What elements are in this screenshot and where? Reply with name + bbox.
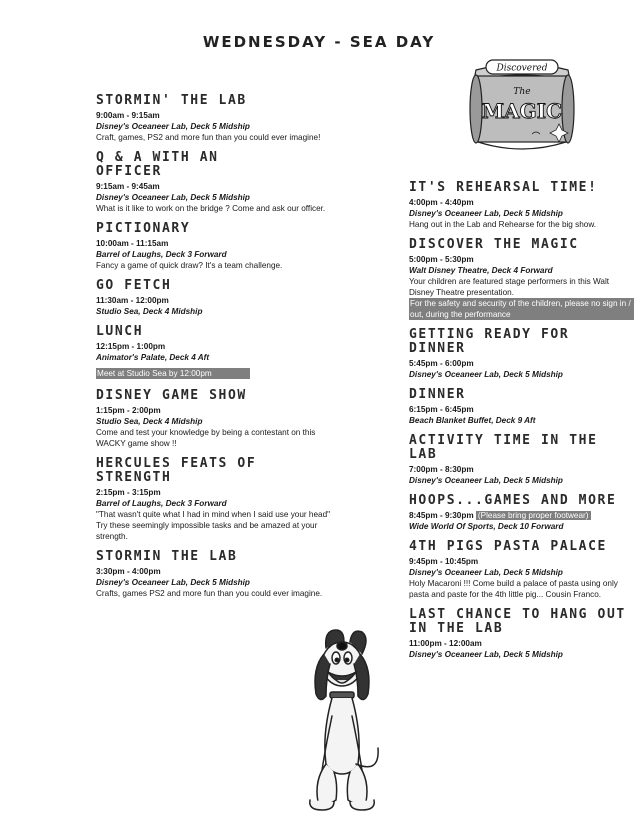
event-item	[409, 328, 634, 380]
event-location: Disney's Oceaneer Lab, Deck 5 Midship	[409, 567, 563, 577]
event-time: 6:15pm - 6:45pm	[409, 405, 474, 414]
event-location: Studio Sea, Deck 4 Midship	[96, 306, 203, 316]
event-item	[409, 181, 634, 230]
event-title: 4TH PIGS PASTA PALACE	[409, 539, 607, 554]
event-title: LAST CHANCE TO HANG OUT IN THE LAB	[409, 607, 626, 636]
event-time: 11:30am - 12:00pm	[96, 296, 169, 305]
event-location: Wide World Of Sports, Deck 10 Forward	[409, 521, 564, 531]
event-time: 9:45pm - 10:45pm	[409, 557, 479, 566]
event-item	[409, 388, 634, 426]
left-column	[96, 94, 336, 607]
highlight-note: For the safety and security of the children, please no sign in / out, during the performance	[409, 298, 634, 320]
event-location: Barrel of Laughs, Deck 3 Forward	[96, 249, 227, 259]
logo-line-1: Discovered	[496, 63, 548, 74]
event-time: 4:00pm - 4:40pm	[409, 198, 474, 207]
event-item	[409, 238, 634, 320]
event-description: Crafts, games PS2 and more fun than you could ever imagine.	[96, 589, 323, 598]
event-time: 7:00pm - 8:30pm	[409, 465, 474, 474]
event-item	[409, 608, 634, 660]
event-title: PICTIONARY	[96, 221, 191, 236]
event-time: 1:15pm - 2:00pm	[96, 406, 161, 415]
event-title: IT'S REHEARSAL TIME!	[409, 180, 598, 195]
event-title: LUNCH	[96, 324, 144, 339]
logo-line-3: MAGIC	[481, 99, 563, 123]
event-location: Beach Blanket Buffet, Deck 9 Aft	[409, 415, 536, 425]
pluto-illustration	[296, 624, 388, 814]
discover-the-magic-logo	[462, 56, 582, 166]
event-time: 9:00am - 9:15am	[96, 111, 160, 120]
event-time: 11:00pm - 12:00am	[409, 639, 482, 648]
event-location: Barrel of Laughs, Deck 3 Forward	[96, 498, 227, 508]
event-description: Come and test your knowledge by being a contestant on this WACKY game show !!	[96, 428, 316, 448]
event-title: HERCULES FEATS OF STRENGTH	[96, 456, 257, 485]
event-time: 9:15am - 9:45am	[96, 182, 160, 191]
event-item	[409, 540, 634, 600]
event-title: STORMIN THE LAB	[96, 549, 238, 564]
event-time: 12:15pm - 1:00pm	[96, 342, 166, 351]
event-location: Walt Disney Theatre, Deck 4 Forward	[409, 265, 553, 275]
event-item	[409, 434, 634, 486]
event-location: Animator's Palate, Deck 4 Aft	[96, 352, 210, 362]
event-location: Disney's Oceaneer Lab, Deck 5 Midship	[409, 208, 563, 218]
logo-line-2: The	[513, 87, 531, 97]
event-description: Your children are featured stage performers in this Walt Disney Theatre presentation.	[409, 277, 610, 297]
event-title: HOOPS...GAMES AND MORE	[409, 493, 617, 508]
event-description: Fancy a game of quick draw? It's a team challenge.	[96, 261, 283, 270]
event-location: Disney's Oceaneer Lab, Deck 5 Midship	[409, 649, 563, 659]
event-time: 5:45pm - 6:00pm	[409, 359, 474, 368]
event-time-row	[409, 511, 634, 522]
event-description: What is it like to work on the bridge ? Come and ask our officer.	[96, 204, 326, 213]
event-item	[96, 457, 336, 542]
event-location: Disney's Oceaneer Lab, Deck 5 Midship	[96, 577, 250, 587]
event-item	[96, 222, 336, 271]
page-title: WEDNESDAY - SEA DAY	[202, 33, 436, 51]
event-item	[96, 389, 336, 449]
event-title: STORMIN' THE LAB	[96, 93, 247, 108]
event-item	[96, 151, 336, 214]
event-item	[96, 550, 336, 599]
event-location: Disney's Oceaneer Lab, Deck 5 Midship	[96, 192, 250, 202]
right-column	[409, 181, 634, 668]
event-description: Holy Macaroni !!! Come build a palace of pasta using only pasta and paste for the 4th little pig... Cousin Franco.	[409, 579, 618, 599]
event-item	[96, 279, 336, 317]
event-item	[409, 494, 634, 532]
event-title: DISNEY GAME SHOW	[96, 388, 247, 403]
event-item	[96, 325, 336, 381]
event-title: DISCOVER THE MAGIC	[409, 237, 579, 252]
event-location: Studio Sea, Deck 4 Midship	[96, 416, 203, 426]
event-description: "That wasn't quite what I had in mind when I said use your head" Try these seemingly impossible tasks and be amazed at your strength.	[96, 510, 331, 541]
event-description: Hang out in the Lab and Rehearse for the big show.	[409, 220, 597, 229]
event-time: 2:15pm - 3:15pm	[96, 488, 161, 497]
event-item	[96, 94, 336, 143]
event-location: Disney's Oceaneer Lab, Deck 5 Midship	[409, 475, 563, 485]
event-time: 3:30pm - 4:00pm	[96, 567, 161, 576]
event-time: 10:00am - 11:15am	[96, 239, 169, 248]
event-title: GETTING READY FOR DINNER	[409, 327, 570, 356]
event-time: 5:00pm - 5:30pm	[409, 255, 474, 264]
event-location: Disney's Oceaneer Lab, Deck 5 Midship	[409, 369, 563, 379]
event-title: ACTIVITY TIME IN THE LAB	[409, 433, 598, 462]
event-location: Disney's Oceaneer Lab, Deck 5 Midship	[96, 121, 250, 131]
event-title: Q & A WITH AN OFFICER	[96, 150, 219, 179]
event-title: GO FETCH	[96, 278, 172, 293]
event-time: 8:45pm - 9:30pm	[409, 511, 474, 520]
event-title: DINNER	[409, 387, 466, 402]
highlight-note: (Please bring proper footwear)	[477, 511, 589, 520]
highlight-note: Meet at Studio Sea by 12:00pm	[96, 368, 250, 379]
event-description: Craft, games, PS2 and more fun than you could ever imagine!	[96, 133, 321, 142]
